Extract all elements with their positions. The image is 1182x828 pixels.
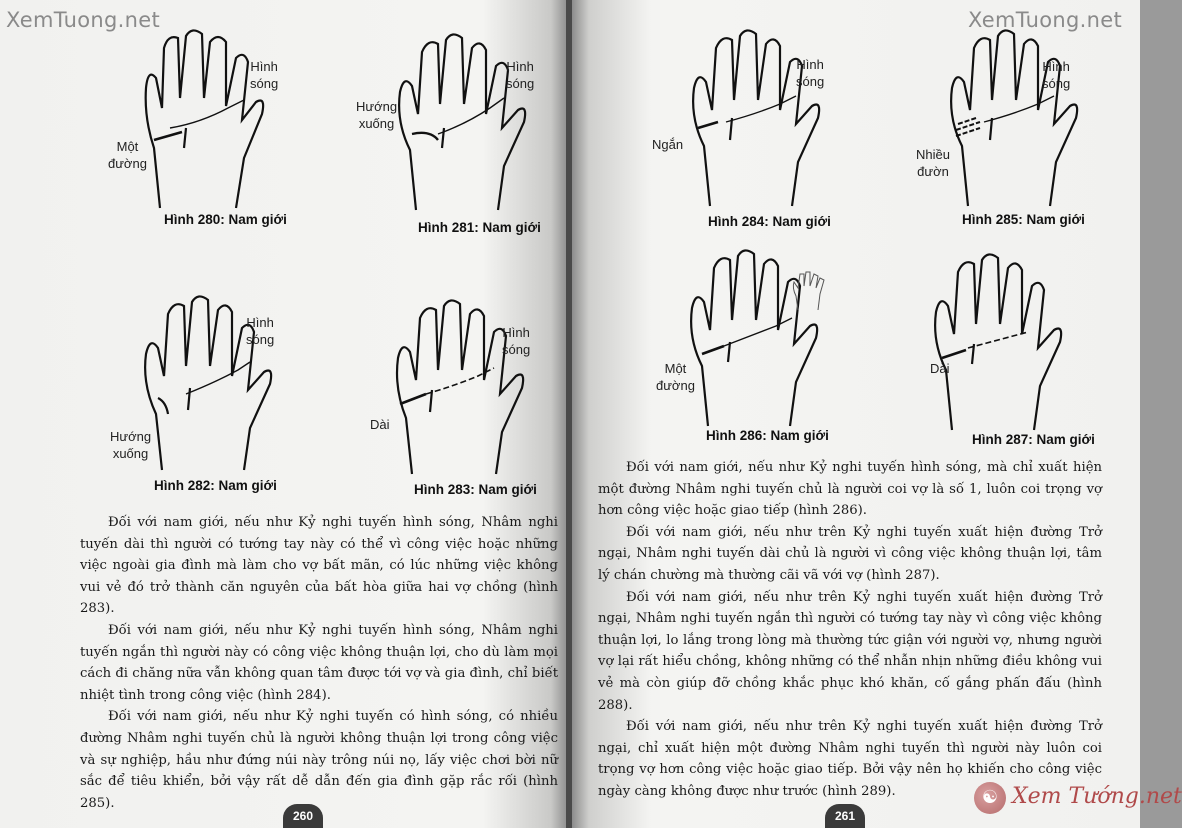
paragraph: Đối với nam giới, nếu như trên Kỷ nghi tuyến xuất hiện đường Trở ngại, chỉ xuất hiện một đường Nhâm nghi tuyến thì người này luôn coi trọng vợ hơn công việc hoặc giao tiếp. Bởi vậy nên họ khiến cho công việc ngày càng không được như trước (hình 289).	[598, 719, 1102, 799]
figure-caption: Hình 286: Nam giới	[706, 428, 829, 443]
figure-281	[356, 24, 556, 244]
figure-284	[646, 20, 856, 240]
label-ngan: Ngắn	[652, 137, 684, 152]
label-hinh-song: Hình sóng	[246, 315, 275, 347]
figure-caption: Hình 283: Nam giới	[414, 482, 537, 497]
label-hinh-song: Hình sóng	[1042, 59, 1071, 91]
page-number-right: 261	[825, 804, 865, 828]
figure-280	[100, 20, 300, 240]
label-hinh-song: Hình sóng	[796, 57, 825, 89]
label-huong-xuong: Hướng xuống	[356, 99, 398, 131]
paragraph: Đối với nam giới, nếu như Kỷ nghi tuyến hình sóng, Nhâm nghi tuyến dài thì người có tướng tay này có thể vì công việc hoặc những việc ngoài gia đình mà làm cho vợ bất mãn, có lúc những việc không vui vẻ đó trở thành căn nguyên của bất hòa giữa hai vợ chồng (hình 283).	[80, 515, 558, 617]
paragraph: Đối với nam giới, nếu như Kỷ nghi tuyến hình sóng, mà chỉ xuất hiện một đường Nhâm nghi tuyến chủ là người coi vợ là số 1, luôn coi trọng vợ hơn công việc hoặc giao tiếp (hình 286).	[598, 460, 1102, 519]
watermark-right: XemTuong.net	[968, 8, 1122, 32]
body-text-right	[598, 457, 1102, 803]
hand-drawing	[390, 294, 530, 474]
label-dai: Dài	[370, 417, 390, 432]
label-mot-duong: Một đường	[656, 361, 695, 393]
hand-drawing	[386, 30, 536, 210]
label-hinh-song: Hình sóng	[502, 325, 531, 357]
hand-drawing	[944, 26, 1084, 206]
hand-drawing	[686, 26, 826, 206]
label-hinh-song: Hình sóng	[506, 59, 535, 91]
figure-caption: Hình 282: Nam giới	[154, 478, 277, 493]
label-huong-xuong: Hướng xuống	[110, 429, 152, 461]
figure-caption: Hình 287: Nam giới	[972, 432, 1095, 447]
figure-283	[360, 290, 560, 510]
paragraph: Đối với nam giới, nếu như Kỷ nghi tuyến có hình sóng, có nhiều đường Nhâm nghi tuyến chủ là người không thuận lợi trong công việc và sự nghiệp, hầu như đứng núi này trông núi nọ, lấy việc chơi bời nữ sắc để tiêu khiển, bởi vậy rất dễ dẫn đến gia đình gặp rắc rối (hình 285).	[80, 709, 558, 811]
figure-caption: Hình 285: Nam giới	[962, 212, 1085, 227]
yin-yang-icon: ☯	[974, 782, 1006, 814]
watermark-left: XemTuong.net	[6, 8, 160, 32]
hand-drawing	[140, 28, 270, 208]
label-dai: Dài	[930, 361, 950, 376]
figure-282	[108, 284, 308, 504]
label-hinh-song: Hình sóng	[250, 59, 279, 91]
paragraph: Đối với nam giới, nếu như trên Kỷ nghi tuyến xuất hiện đường Trở ngại, Nhâm nghi tuyến ngắn thì người có tướng tay này vì công việc không thuận lợi, lo lắng trong lòng mà thường tức giận với người vợ, nhưng người vợ lại rất hiểu chồng, không những có thể nhẫn nhịn những điều không vui vẻ mà còn giúp đỡ chồng khắc phục khó khăn, cố gắng phấn đấu (hình 288).	[598, 589, 1102, 713]
figure-286	[656, 240, 876, 450]
figure-caption: Hình 281: Nam giới	[418, 220, 541, 235]
body-text-left	[80, 512, 558, 814]
figure-caption: Hình 284: Nam giới	[708, 214, 831, 229]
hand-drawing	[928, 250, 1068, 430]
paragraph: Đối với nam giới, nếu như trên Kỷ nghi tuyến xuất hiện đường Trở ngại, Nhâm nghi tuyến dài chủ là người vì công việc không thuận lợi, tâm lý chán chường mà thường cãi vã với vợ (hình 287).	[598, 524, 1102, 583]
label-nhieu-duong: Nhiều đườn	[916, 147, 950, 179]
figure-285	[914, 20, 1124, 240]
label-mot-duong: Một đường	[108, 139, 147, 171]
logo-text: Xem Tướng.net	[1012, 784, 1182, 809]
figure-287	[918, 244, 1128, 454]
site-logo	[974, 780, 1182, 816]
page-number-left: 260	[283, 804, 323, 828]
figure-caption: Hình 280: Nam giới	[164, 212, 287, 227]
right-page	[572, 0, 1182, 828]
left-page	[0, 0, 568, 828]
small-hand-drawing	[792, 270, 828, 310]
paragraph: Đối với nam giới, nếu như Kỷ nghi tuyến hình sóng, Nhâm nghi tuyến ngắn thì người này có công việc không thuận lợi, cho dù làm mọi cách đi chăng nữa vẫn không quan tâm được tới vợ và gia đình, chỉ biết nhiệt tình trong công việc (hình 284).	[80, 622, 558, 703]
